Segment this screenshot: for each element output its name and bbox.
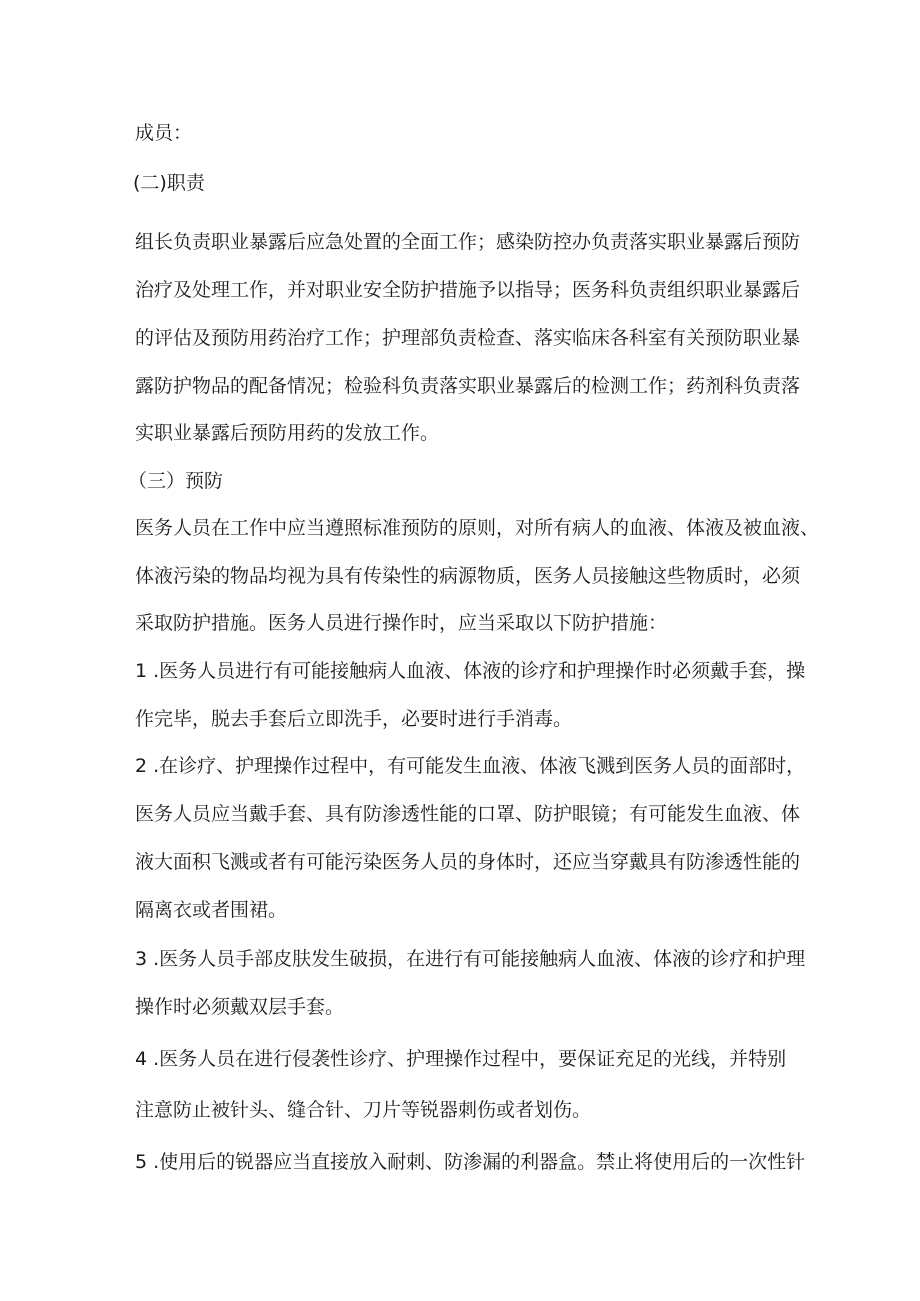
list-item-2-line: 隔离衣或者围裙。 <box>135 899 288 921</box>
list-item-3-line: 3 .医务人员手部皮肤发生破损，在进行有可能接触病人血液、体液的诊疗和护理 <box>135 948 806 970</box>
list-item-2-line: 液大面积飞溅或者有可能污染医务人员的身体时，还应当穿戴具有防渗透性能的 <box>135 851 801 873</box>
list-item-2-line: 2 .在诊疗、护理操作过程中，有可能发生血液、体液飞溅到医务人员的面部时， <box>135 755 806 777</box>
section-heading-duties: (二)职责 <box>133 172 205 194</box>
list-item-5-line: 5 .使用后的锐器应当直接放入耐刺、防渗漏的利器盒。禁止将使用后的一次性针 <box>135 1151 806 1173</box>
paragraph-line: 组长负责职业暴露后应急处置的全面工作；感染防控办负责落实职业暴露后预防 <box>135 231 801 253</box>
paragraph-line: 采取防护措施。医务人员进行操作时，应当采取以下防护措施： <box>135 612 668 634</box>
list-item-1-line: 作完毕，脱去手套后立即洗手，必要时进行手消毒。 <box>135 708 573 730</box>
list-item-4-line: 4 .医务人员在进行侵袭性诊疗、护理操作过程中，要保证充足的光线，并特别 <box>135 1048 787 1070</box>
paragraph-line: 体液污染的物品均视为具有传染性的病源物质，医务人员接触这些物质时，必须 <box>135 565 801 587</box>
list-item-3-line: 操作时必须戴双层手套。 <box>135 996 345 1018</box>
paragraph-line: 实职业暴露后预防用药的发放工作。 <box>135 422 440 444</box>
list-item-1-line: 1 .医务人员进行有可能接触病人血液、体液的诊疗和护理操作时必须戴手套，操 <box>135 660 806 682</box>
paragraph-line: 医务人员在工作中应当遵照标准预防的原则，对所有病人的血液、体液及被血液、 <box>135 517 820 539</box>
list-item-2-line: 医务人员应当戴手套、具有防渗透性能的口罩、防护眼镜；有可能发生血液、体 <box>135 803 801 825</box>
section-heading-prevention: （三）预防 <box>128 470 224 492</box>
paragraph-line: 露防护物品的配备情况；检验科负责落实职业暴露后的检测工作；药剂科负责落 <box>135 375 801 397</box>
paragraph-line: 的评估及预防用药治疗工作；护理部负责检查、落实临床各科室有关预防职业暴 <box>135 327 801 349</box>
list-item-4-line: 注意防止被针头、缝合针、刀片等锐器刺伤或者划伤。 <box>135 1099 592 1121</box>
members-label: 成员： <box>135 122 193 144</box>
paragraph-line: 治疗及处理工作，并对职业安全防护措施予以指导；医务科负责组织职业暴露后 <box>135 279 801 301</box>
